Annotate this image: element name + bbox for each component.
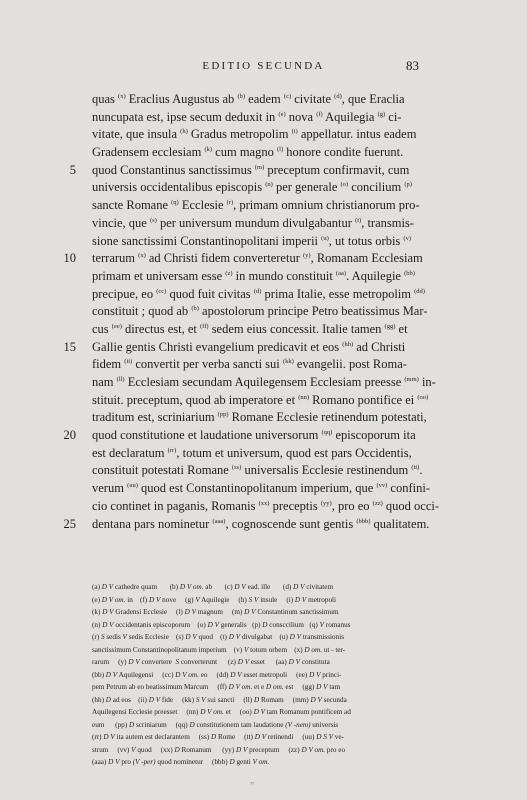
text-line [92,498,440,516]
text-line [92,356,424,374]
footnote-line: (k) D V Gradensi Ecclesie (l) D V magnum (m) D V Constantinum sanctissimum [92,608,339,616]
text-line [92,303,428,321]
line-number: 10 [63,251,76,266]
text-line [92,445,424,463]
line-text: terrarum $^{(x)}$ ad Christi fidem converteretur $^{(y)}$, Romanam Ecclesiam [92,251,423,266]
running-title: EDITIO SECUNDA [202,60,325,72]
text-line [92,91,424,109]
footnote-line: pem Petrum ab eo beatissimum Marcum (ff) D V om. et e D om. est (gg) D V tam [92,683,341,691]
line-number: 5 [69,162,76,177]
text-line [92,392,429,410]
critical-apparatus [92,581,432,769]
footnote-line: rarum (y) D V convertere S converterunt (z) D V esset (aa) D V constituta [92,658,330,666]
running-head [0,56,527,76]
line-text: nam $^{(ll)}$ Ecclesiam secundam Aquilegensem Ecclesiam preesse $^{(mm)}$ in- [92,375,436,389]
footnote-line: (rr) D V ita autem est declarantem (ss) D Rome (tt) D V retinendi (uu) D S V ve- [92,733,344,741]
line-text: traditum est, scriniarium $^{(pp)}$ Romane Ecclesie retinendum potestati, [92,410,427,425]
footnote-line: (e) D V om. in (f) D V nove (g) V Aquilegie (h) S V insule (i) D V metropoli [92,595,337,604]
footnote-line: (hh) D ad eos (ii) D V fide (kk) S V sui sancti (ll) D Romam (mm) D V secunda [92,695,347,704]
footnote-line: (a) D V cathedre quam (b) D V om. ab (c) D V ead. ille (d) D V civitatem [92,583,334,591]
text-line [92,233,424,251]
line-text: vincie, que $^{(s)}$ per universum mundum divulgabantur $^{(t)}$, transmis- [92,215,414,230]
text-line [92,374,436,392]
text-line [92,286,424,304]
line-text: stituit. preceptum, quod ab imperatore et $^{(nn)}$ Romano pontifice ei $^{(oo)}$ [92,392,429,407]
footnote-line: (aaa) D V pro (V -per) quod nominetur (bbb) D genti V om. [92,758,270,766]
line-text: constituit ; quod ab $^{(b)}$ apostolorum principe Petro beatissimus Mar- [92,304,428,319]
line-text: universis occidentalibus episcopis $^{(n)}$ per generale $^{(o)}$ concilium $^{(p)}$ [92,180,412,195]
text-line [92,409,427,427]
text-line [92,462,424,480]
line-text: est declaratum $^{(rr)}$, totum et universum, quod est pars Occidentis, [92,445,412,460]
footnote-line: strum (vv) V quod (xx) D Romanum (yy) D V preceptum (zz) D V om. pro eo [92,745,346,754]
line-text: Gradensem ecclesiam $^{(k)}$ cum magno $^{(l)}$ honore condite fuerunt. [92,145,404,160]
main-text [63,91,440,533]
text-line [92,215,424,233]
footnote-line: (r) S sedis V sedis Ecclesie (s) D V quod (t) D V divulgabat (u) D V transmissionis [92,633,344,641]
text-line [92,144,424,162]
text-line [92,321,424,339]
footnote-line: (n) D V occidentanis episcoporum (o) D V generalis (p) D consccilium (q) V romanus [92,620,351,629]
footnote-line: (bb) D V Aquilegensi (cc) D V om. eo (dd) D V esset metropoli (ee) D V princi- [92,670,342,679]
page-number: 83 [406,58,419,73]
line-text: verum $^{(uu)}$ quod est Constantinopolitanum imperium, que $^{(vv)}$ confini- [92,481,430,496]
line-text: vitate, que insula $^{(h)}$ Gradus metropolim $^{(i)}$ appellatur. intus eadem [92,127,417,142]
footnote-line: eum (pp) D scriniarum (qq) D constitutionem tam laudatione (V -nem) universis [92,720,339,729]
line-text: cio continet in paganis, Romanis $^{(xx)}$ preceptis $^{(yy)}$, pro eo $^{(zz)}$ quod occi- [92,498,440,513]
line-text: quod Constantinus sanctissimus $^{(m)}$ preceptum confirmavit, cum [92,162,410,177]
line-number: 15 [63,339,76,354]
text-line [92,197,424,215]
line-text: nuncupata est, ipse secum deduxit in $^{(e)}$ nova $^{(f)}$ Aquilegia $^{(g)}$ ci- [92,109,402,124]
text-line [63,339,424,357]
ink-mark: „ [250,775,254,785]
text-line [92,109,424,127]
footnote-line: Aquilegensi Ecclesie preesset (nn) D V om. et (oo) D V tam Romanum pontificem ad [92,708,351,716]
text-line [92,268,424,286]
line-text: dentana pars nominetur $^{(aaa)}$, cognoscende sunt gentis $^{(bbb)}$ qualitatem. [92,516,430,531]
text-line [63,516,430,534]
footnote-line: sanctissimum Constantinopolitanum imperium (v) V totum orbem (x) D om. ut - ter- [92,645,346,654]
line-text: sancte Romane $^{(q)}$ Ecclesie $^{(r)}$, primam omnium christianorum pro- [92,198,420,213]
text-line [92,480,430,498]
text-line [92,126,424,144]
line-text: precipue, eo $^{(cc)}$ quod fuit civitas $^{(d)}$ prima Italie, esse metropolim $^{(dd)}$ [92,286,425,301]
line-text: quod constitutione et laudatione universorum $^{(qq)}$ episcoporum ita [92,428,416,443]
line-number: 20 [63,428,76,443]
text-line [63,427,424,445]
line-text: quas $^{(x)}$ Eraclius Augustus ab $^{(b)}$ eadem $^{(c)}$ civitate $^{(d)}$, que Eraclia [92,92,405,106]
line-number: 25 [63,516,76,531]
text-line [69,162,424,180]
line-text: Gallie gentis Christi evangelium predicavit et eos $^{(hh)}$ ad Christi [92,339,406,354]
text-line [63,250,424,268]
text-line [92,179,424,197]
line-text: constituit potestati Romane $^{(ss)}$ universalis Ecclesie restinendum $^{(tt)}$. [92,463,423,478]
line-text: fidem $^{(ii)}$ convertit per verba sancti sui $^{(kk)}$ evangelii. post Roma- [92,357,407,372]
line-text: primam et universam esse $^{(z)}$ in mundo constituit $^{(aa)}$. Aquilegie $^{(bb)}$ [92,268,415,283]
line-text: sione sanctissimi Constantinopolitani imperii $^{(u)}$, ut totus orbis $^{(v)}$ [92,233,412,248]
line-text: cus $^{(ee)}$ directus est, et $^{(ff)}$ sedem eius concessit. Italie tamen $^{(gg)}$ et [92,321,408,336]
